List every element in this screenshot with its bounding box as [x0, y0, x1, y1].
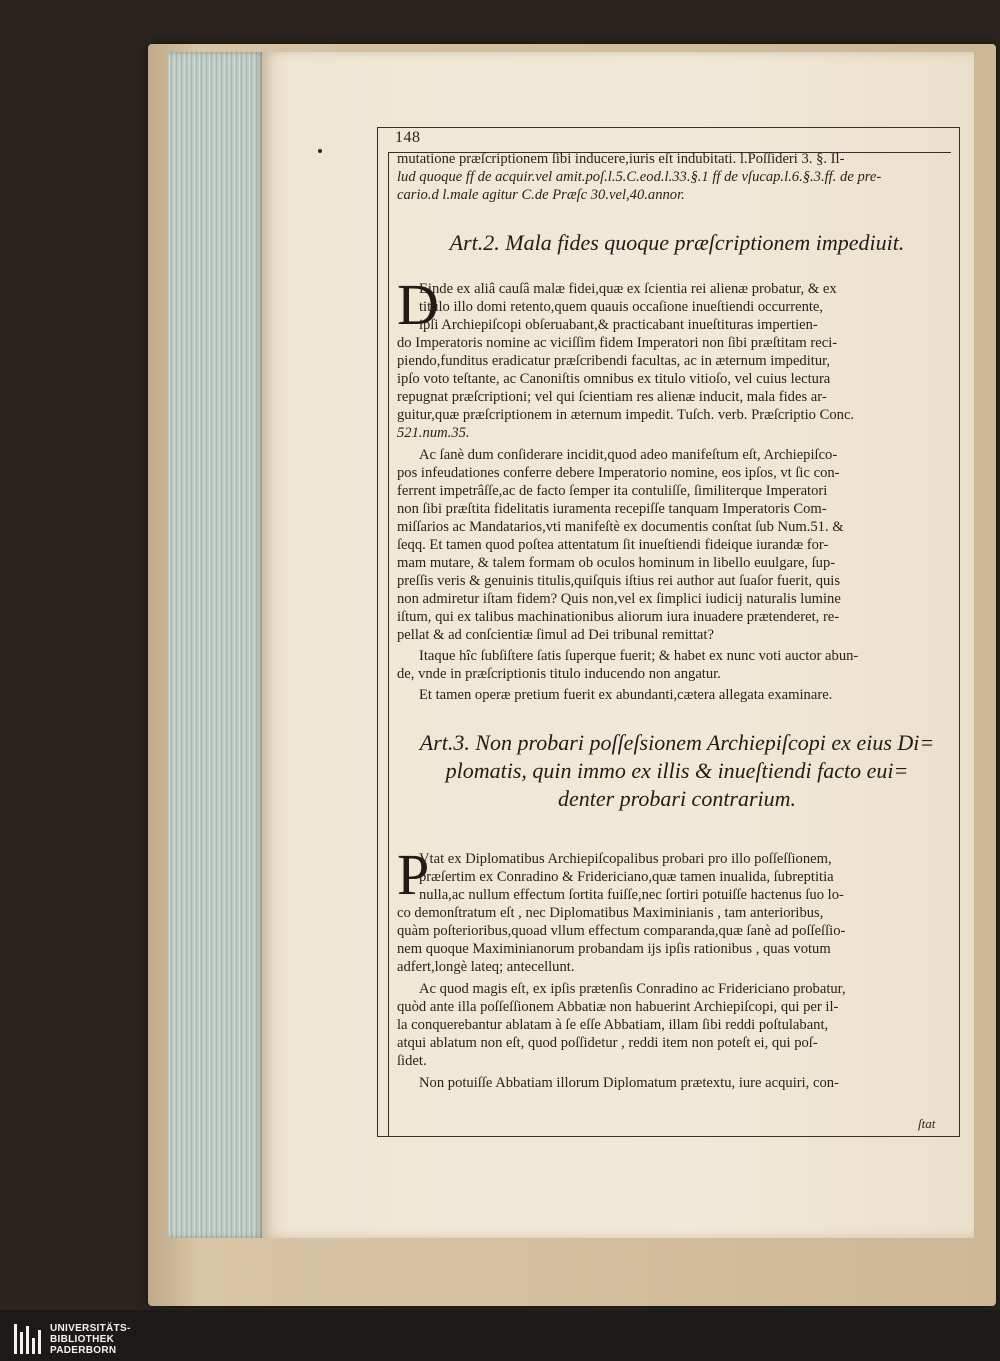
page-edges	[168, 52, 264, 1238]
text-line: guitur,quæ præſcriptionem in æternum impedit. Tuſch. verb. Præſcriptio Conc.	[397, 407, 855, 423]
drop-cap: D	[397, 272, 439, 337]
text-line: lud quoque ff de acquir.vel amit.poſ.l.5.C.eod.l.33.§.1 ff de vſucap.l.6.§.3.ff. de pre-	[397, 169, 882, 185]
text-line: pellat & ad conſcientiæ ſimul ad Dei tribunal remittat?	[397, 627, 714, 643]
text-line: quàm poſterioribus,quoad vllum effectum comparanda,quæ ſanè ad poſſeſſio-	[397, 923, 846, 939]
text-line: non ſibi præſtita fidelitatis iuramenta recepiſſe tanquam Imperatoris Com-	[397, 501, 827, 517]
library-logo-text	[50, 1323, 131, 1356]
text-line: la conquerebantur ablatam à ſe eſſe Abbatiam, illam ſibi reddi poſtulabant,	[397, 1017, 829, 1033]
library-logo-icon	[14, 1324, 44, 1354]
ink-spot	[318, 149, 322, 153]
section-heading-art3: plomatis, quin immo ex illis & inueſtiendi facto eui=	[445, 758, 909, 783]
text-line: iſtum, qui ex talibus machinationibus aliorum iura inuadere prætenderet, re-	[397, 609, 840, 625]
logo-line: UNIVERSITÄTS-	[50, 1323, 131, 1334]
drop-cap: P	[397, 842, 430, 907]
text-line: præſertim ex Conradino & Fridericiano,quæ tamen inualida, ſubreptitia	[419, 869, 834, 885]
page-number: 148	[395, 129, 421, 146]
text-line: preſſis veris & genuinis titulis,quiſquis iſtius rei author aut ſuaſor fuerit, quis	[397, 573, 841, 589]
text-line: piendo,funditus eradicatur præſcribendi facultas, ac in æternum impeditur,	[397, 353, 831, 369]
text-line: mam mutare, & talem formam ob oculos hominum in libello euulgare, ſup-	[397, 555, 836, 571]
text-line: ſeqq. Et tamen quod poſtea attentatum ſit inueſtiendi fideique iurandæ for-	[397, 537, 829, 553]
text-line: ſidet.	[397, 1053, 427, 1069]
text-line: Ac quod magis eſt, ex ipſis prætenſis Conradino ac Fridericiano probatur,	[419, 981, 846, 997]
text-line: do Imperatoris nomine ac viciſſim fidem Imperatori non ſibi præſtitam reci-	[397, 335, 838, 351]
text-line: Ac ſanè dum conſiderare incidit,quod adeo manifeſtum eſt, Archiepiſco-	[419, 447, 838, 463]
text-line: quòd ante illa poſſeſſionem Abbatiæ non habuerint Archiepiſcopi, qui per il-	[397, 999, 839, 1015]
text-line: titulo illo domi retento,quem quauis occaſione inueſtiendi occurrente,	[419, 299, 824, 315]
logo-line: PADERBORN	[50, 1345, 117, 1356]
text-line: ipſi Archiepiſcopi obſeruabant,& practicabant inueſtituras impertien-	[419, 317, 818, 333]
section-heading-art3: Art.3. Non probari poſſeſsionem Archiepiſcopi ex eius Di=	[419, 730, 935, 755]
text-line: pos infeudationes conferre debere Imperatorio nomine, eos ipſos, vt ſic con-	[397, 465, 840, 481]
logo-line: BIBLIOTHEK	[50, 1334, 115, 1345]
text-line: Non potuiſſe Abbatiam illorum Diplomatum prætextu, iure acquiri, con-	[419, 1075, 839, 1091]
text-line: nulla,ac nullum effectum ſortita fuiſſe,nec ſortiri potuiſſe hactenus ſuo lo-	[419, 887, 844, 903]
text-line: cario.d l.male agitur C.de Præſc 30.vel,40.annor.	[397, 187, 685, 203]
text-line: mutatione præſcriptionem ſibi inducere,iuris eſt indubitati. l.Poſſideri 3. §. Il-	[397, 151, 845, 167]
text-line: Et tamen operæ pretium fuerit ex abundanti,cætera allegata examinare.	[419, 687, 833, 703]
text-line: Einde ex aliâ cauſâ malæ fidei,quæ ex ſcientia rei alienæ probatur, & ex	[419, 281, 837, 297]
text-line: co demonſtratum eſt , nec Diplomatibus Maximinianis , tam anterioribus,	[397, 905, 824, 921]
catchword: ſtat	[918, 1116, 936, 1131]
text-line: non admiretur iſtam fidem? Quis non,vel ex ſimplici iudicij naturalis lumine	[397, 591, 841, 607]
text-line: ipſo voto teſtante, ac Canoniſtis omnibus ex titulo vitioſo, vel cuius lectura	[397, 371, 831, 387]
text-line: Itaque hîc ſubſiſtere ſatis ſuperque fuerit; & habet ex nunc voti auctor abun-	[419, 648, 859, 664]
text-line: ferrent impetrâſſe,ac de facto ſemper ita contuliſſe, ſimiliterque Imperatori	[397, 483, 828, 499]
text-line: 521.num.35.	[397, 425, 470, 441]
text-line: repugnat præſcriptioni; vel qui ſcientiam res alienæ inducit, mala fides ar-	[397, 389, 827, 405]
text-line: de, vnde in præſcriptionis titulo inducendo non angatur.	[397, 666, 721, 682]
section-heading-art3: denter probari contrarium.	[557, 786, 797, 811]
section-heading-art2: Art.2. Mala fides quoque præſcriptionem impediuit.	[449, 230, 905, 255]
text-line: miſſarios ac Mandatarios,vti manifeſtè ex documentis conſtat ſub Num.51. &	[397, 519, 844, 535]
text-line: nem quoque Maximinianorum probandam ijs ipſis rationibus , quas votum	[397, 941, 831, 957]
footer-bar	[0, 1310, 1000, 1361]
text-line: adfert,longè lateq; antecellunt.	[397, 959, 575, 975]
text-line: atqui ablatum non eſt, quod poſſidetur , reddi item non poteſt ei, qui poſ-	[397, 1035, 818, 1051]
text-line: Vtat ex Diplomatibus Archiepiſcopalibus probari pro illo poſſeſſionem,	[419, 851, 832, 867]
